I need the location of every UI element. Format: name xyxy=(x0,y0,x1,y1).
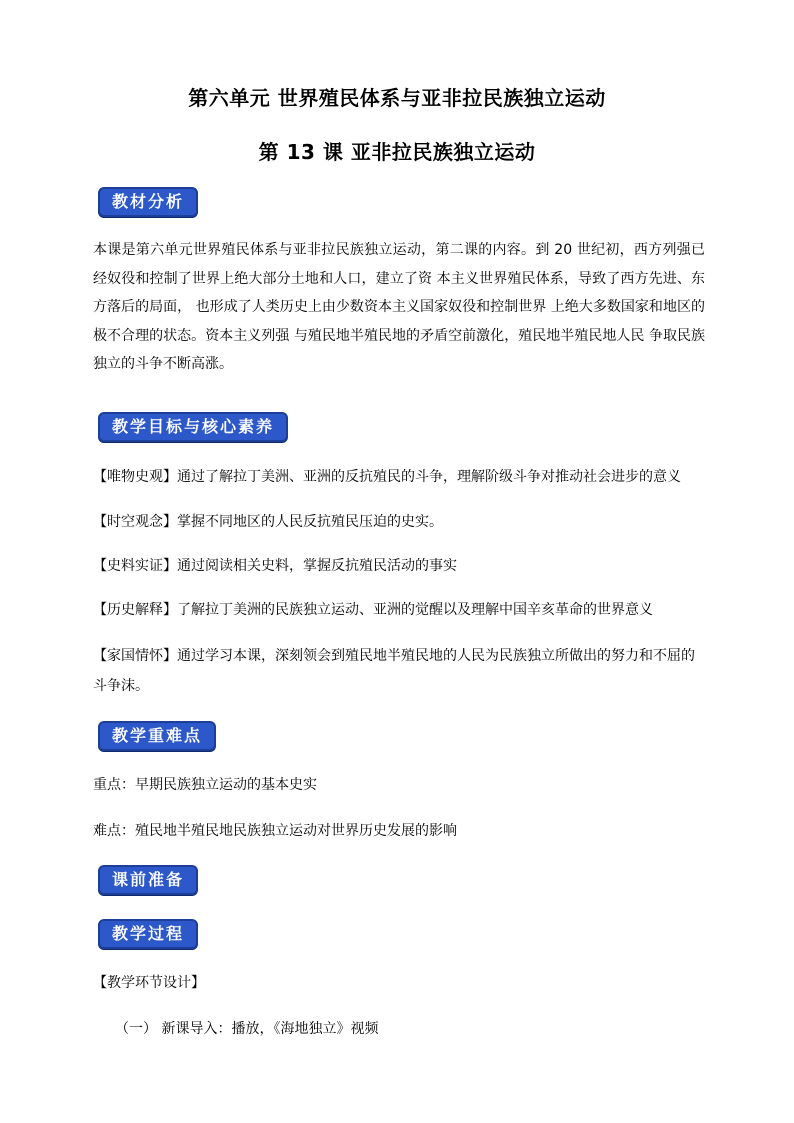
section-badge-prep: 课前准备 xyxy=(98,865,198,895)
goal-item: 【家国情怀】通过学习本课，深刻领会到殖民地半殖民地的人民为民族独立所做出的努力和不屈的斗争沫。 xyxy=(93,648,695,694)
lesson-title: 第 13 课 亚非拉民族独立运动 xyxy=(258,140,536,164)
section-badge-keypoints: 教学重难点 xyxy=(98,721,216,751)
goal-item: 【时空观念】掌握不同地区的人民反抗殖民压迫的史实。 xyxy=(93,514,443,530)
section-badge-goals: 教学目标与核心素养 xyxy=(98,412,288,442)
section-badge-process: 教学过程 xyxy=(98,919,198,949)
difficult-point: 难点：殖民地半殖民地民族独立运动对世界历史发展的影响 xyxy=(93,823,457,839)
section-badge-analysis: 教材分析 xyxy=(98,187,198,217)
analysis-paragraph: 本课是第六单元世界殖民体系与亚非拉民族独立运动，第二课的内容。到 20 世纪初，西方列强已经奴役和控制了世界上绝大部分土地和人口，建立了资 本主义世界殖民体系，导致了西方先进、东方落后的局面， 也形成了人类历史上由少数资本主义国家奴役和控制世界 上绝大多数国家和地区的极不合理的状态。资本主义列强 与殖民地半殖民地的矛盾空前激化，殖民地半殖民地人民 争取民族独立的斗争不断高涨。 xyxy=(93,242,705,372)
process-design-heading: 【教学环节设计】 xyxy=(93,975,205,991)
goal-item: 【唯物史观】通过了解拉丁美洲、亚洲的反抗殖民的斗争，理解阶级斗争对推动社会进步的意义 xyxy=(93,469,681,485)
unit-title: 第六单元 世界殖民体系与亚非拉民族独立运动 xyxy=(188,86,606,110)
goal-item: 【史料实证】通过阅读相关史料，掌握反抗殖民活动的事实 xyxy=(93,558,457,574)
key-point: 重点：早期民族独立运动的基本史实 xyxy=(93,777,317,793)
process-step-1: （一） 新课导入：播放，《海地独立》视频 xyxy=(115,1021,379,1037)
goal-item: 【历史解释】了解拉丁美洲的民族独立运动、亚洲的觉醒以及理解中国辛亥革命的世界意义 xyxy=(93,602,653,618)
